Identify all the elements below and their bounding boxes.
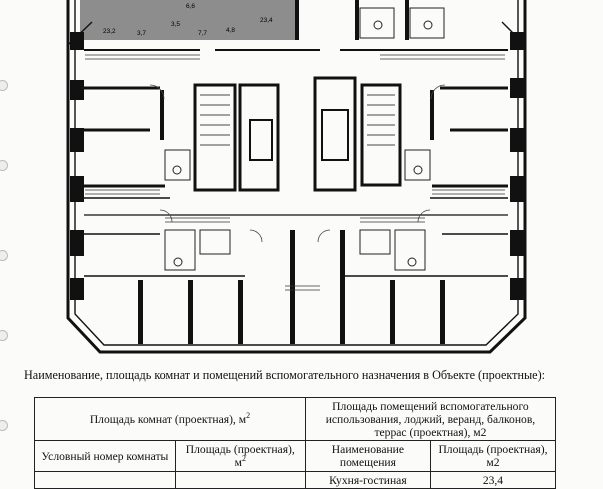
room-label-7-7: 7,7 <box>198 30 208 37</box>
rooms-area-header: Площадь комнат (проектная), $м^2$ <box>35 398 306 441</box>
cell-aux-area: 23,4 <box>430 472 555 489</box>
room-label-3-5: 3,5 <box>171 21 181 28</box>
table-subheader-row <box>35 441 556 472</box>
table-header-row <box>35 398 556 441</box>
room-label-23-4: 23,4 <box>260 17 273 24</box>
room-label-23-2: 23,2 <box>103 28 116 35</box>
room-label-4-8: 4,8 <box>226 27 236 34</box>
table-row <box>35 472 556 489</box>
aux-area-header: Площадь помещений вспомогательного использования, лоджий, веранд, балконов, террас (проектная), м2 <box>305 398 555 441</box>
col-aux-name: Наименование помещения <box>305 441 430 472</box>
cell-aux-name: Кухня-гостиная <box>305 472 430 489</box>
cell-room-number <box>35 472 176 489</box>
col-aux-area: Площадь (проектная), м2 <box>430 441 555 472</box>
section-caption: Наименование, площадь комнат и помещений вспомогательного назначения в Объекте (проектные): <box>24 368 546 382</box>
col-room-area: Площадь (проектная), $м^2$ <box>175 441 305 472</box>
rooms-table <box>34 397 556 489</box>
cell-room-area <box>175 472 305 489</box>
room-label-3-7: 3,7 <box>137 30 147 37</box>
col-room-number: Условный номер комнаты <box>35 441 176 472</box>
binder-hole <box>0 420 8 431</box>
room-label-6-6: 6,6 <box>186 3 196 10</box>
